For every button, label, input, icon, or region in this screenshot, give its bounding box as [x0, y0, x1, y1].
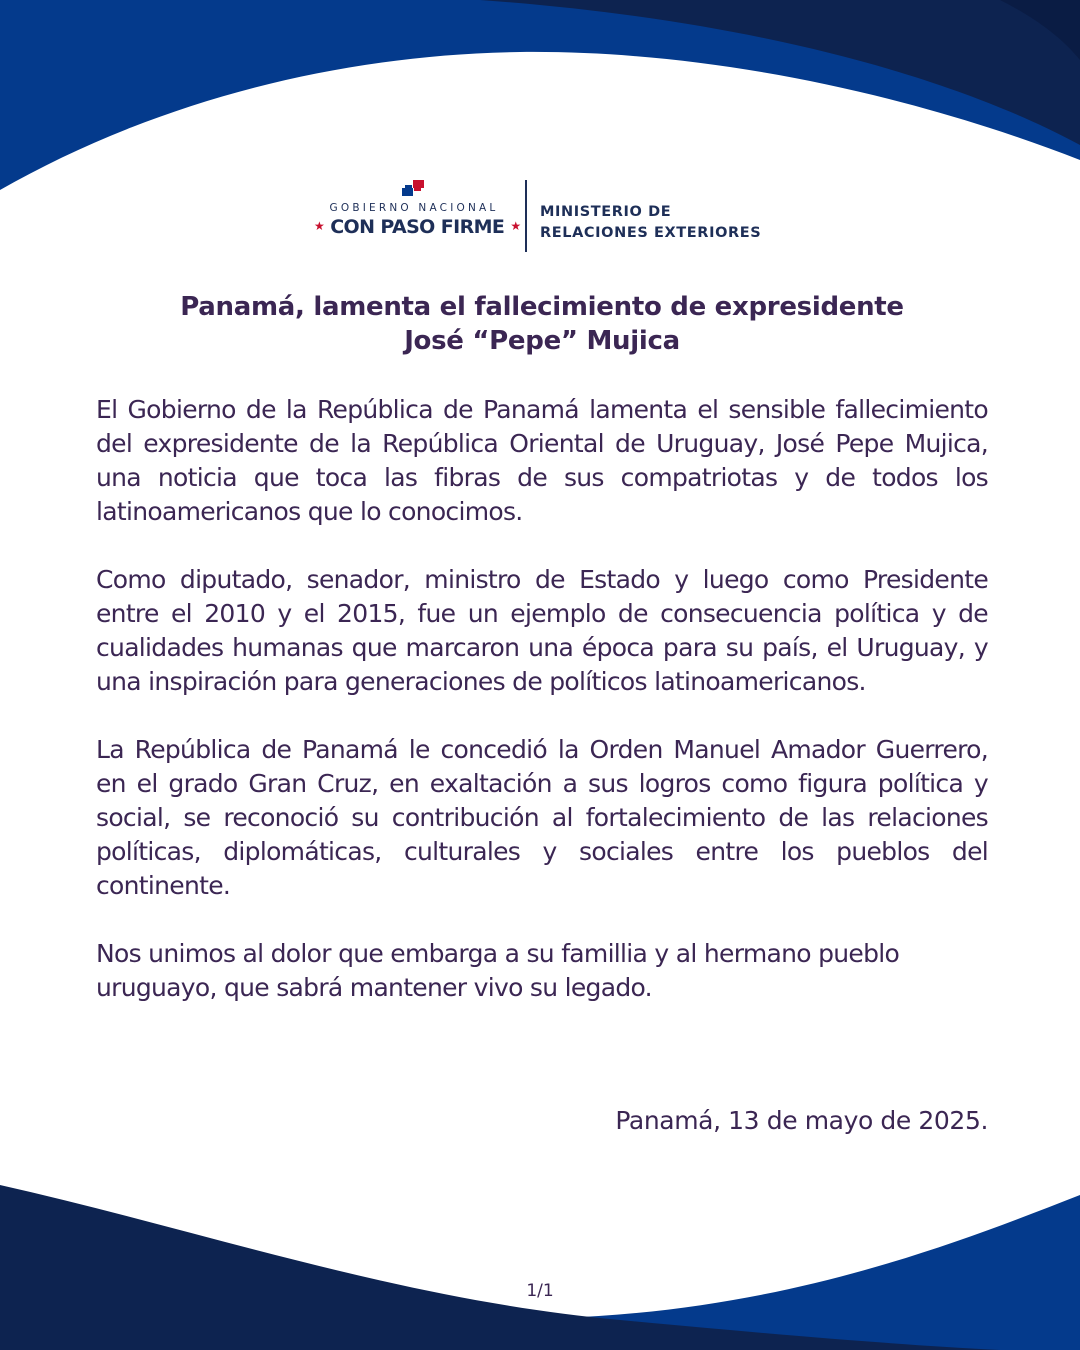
paragraph-2: Como diputado, senador, ministro de Estado y luego como Presidente entre el 2010 y el 2015, fue un ejemplo de consecuencia política y de cualidades humanas que marcaron una época para su país, el Uruguay, y una inspiración para generaciones de políticos latinoamericanos.	[96, 565, 988, 696]
paragraph-1: El Gobierno de la República de Panamá lamenta el sensible fallecimiento del expresidente de la República Oriental de Uruguay, José Pepe Mujica, una noticia que toca las fibras de sus compatriotas y de todos los latinoamericanos que lo conocimos.	[96, 395, 988, 526]
title-line-2: José “Pepe” Mujica	[404, 326, 680, 356]
statement-body	[96, 393, 988, 1039]
ministry-line-2: RELACIONES EXTERIORES	[540, 225, 762, 241]
gov-nacional-label: GOBIERNO NACIONAL	[329, 202, 499, 214]
title-line-1: Panamá, lamenta el fallecimiento de expresidente	[180, 292, 904, 322]
star-icon: ★	[510, 219, 521, 233]
logo-left-block	[314, 178, 521, 254]
star-icon: ★	[314, 219, 325, 233]
statement-title	[96, 290, 988, 358]
ministry-line-1: MINISTERIO DE	[540, 204, 672, 220]
page-number: 1/1	[526, 1281, 554, 1301]
ministry-label	[540, 202, 800, 244]
motto-label	[314, 216, 521, 238]
motto-text: CON PASO FIRME	[330, 216, 505, 238]
logo-divider	[525, 180, 527, 252]
statement-date: Panamá, 13 de mayo de 2025.	[615, 1106, 988, 1135]
government-logo	[0, 178, 1080, 254]
paragraph-4: Nos unimos al dolor que embarga a su famillia y al hermano pueblo uruguayo, que sabrá mantener vivo su legado.	[96, 939, 900, 1002]
panama-flag-icon	[402, 180, 424, 196]
paragraph-3: La República de Panamá le concedió la Orden Manuel Amador Guerrero, en el grado Gran Cruz, en exaltación a sus logros como figura política y social, se reconoció su contribución al fortalecimiento de las relaciones políticas, diplomáticas, culturales y sociales entre los pueblos del continente.	[96, 735, 988, 900]
